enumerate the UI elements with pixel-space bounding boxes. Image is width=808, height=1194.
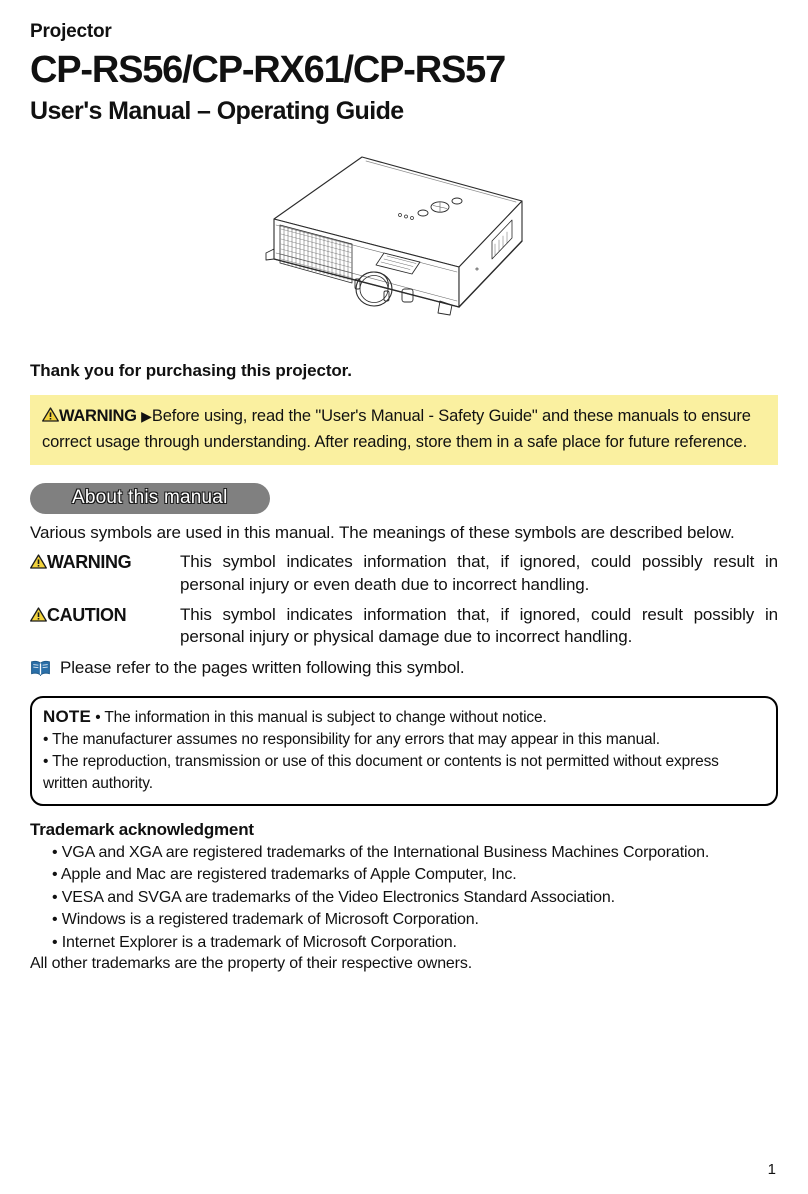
trademark-heading: Trademark acknowledgment [30, 819, 254, 839]
symbol-definition-warning [30, 551, 778, 596]
list-item: • Windows is a registered trademark of Microsoft Corporation. [52, 911, 479, 929]
warning-triangle-icon [42, 405, 59, 429]
list-item: • VGA and XGA are registered trademarks of the International Business Machines Corporation. [52, 843, 710, 861]
book-icon [30, 658, 57, 681]
projector-line-drawing-svg [254, 149, 554, 349]
symbol-label-warning [30, 551, 180, 574]
book-reference-text: Please refer to the pages written following this symbol. [60, 657, 465, 677]
about-intro-text: Various symbols are used in this manual. The meanings of these symbols are described below. [30, 522, 735, 542]
projector-illustration [30, 143, 778, 355]
page-number: 1 [767, 1161, 776, 1178]
list-item: • Internet Explorer is a trademark of Microsoft Corporation. [52, 933, 457, 951]
caution-triangle-icon [30, 606, 47, 627]
note-box [30, 696, 778, 806]
symbol-label-text: CAUTION [47, 604, 127, 625]
page-subtitle: User's Manual – Operating Guide [30, 96, 404, 125]
product-category-label: Projector [30, 21, 112, 42]
warning-banner-text: Before using, read the "User's Manual - Safety Guide" and these manuals to ensure correct usage through understanding. After reading, store them in a safe place for future reference. [42, 407, 751, 451]
trademark-list [30, 842, 778, 954]
thank-you-text: Thank you for purchasing this projector. [30, 361, 352, 381]
symbol-definition-caution [30, 604, 778, 649]
warning-banner-tag: WARNING [59, 407, 137, 426]
book-icon-svg [30, 660, 51, 676]
trademark-footer: All other trademarks are the property of their respective owners. [30, 954, 473, 972]
symbol-description-warning: This symbol indicates information that, if ignored, could possibly result in personal injury or even death due to incorrect handling. [180, 552, 778, 594]
section-header-row [30, 483, 778, 514]
manual-page [0, 22, 808, 1194]
warning-triangle-svg [30, 554, 47, 569]
symbol-description-caution: This symbol indicates information that, if ignored, could result possibly in personal injury or physical damage due to incorrect handling. [180, 604, 778, 647]
note-line: • The manufacturer assumes no responsibility for any errors that may appear in this manual. [43, 730, 660, 748]
list-item: • VESA and SVGA are trademarks of the Video Electronics Standard Association. [52, 888, 615, 906]
list-item: • Apple and Mac are registered trademarks of Apple Computer, Inc. [52, 866, 517, 884]
warning-triangle-svg [42, 407, 59, 422]
book-reference-line [30, 658, 778, 681]
symbol-label-text: WARNING [47, 552, 132, 573]
symbol-label-caution [30, 604, 180, 627]
warning-triangle-icon [30, 553, 47, 574]
note-first-line [43, 705, 765, 729]
note-line-text: • The information in this manual is subject to change without notice. [95, 708, 547, 726]
warning-banner [30, 395, 778, 465]
arrow-right-icon: ▶ [141, 408, 152, 425]
note-line: • The reproduction, transmission or use of this document or contents is not permitted without express written authority. [43, 752, 719, 792]
caution-triangle-svg [30, 607, 47, 622]
note-tag: NOTE [43, 706, 92, 726]
page-header [30, 22, 778, 125]
trademark-section [30, 820, 778, 973]
page-title: CP-RS56/CP-RX61/CP-RS57 [30, 48, 506, 91]
section-title-pill: About this manual [30, 483, 270, 514]
